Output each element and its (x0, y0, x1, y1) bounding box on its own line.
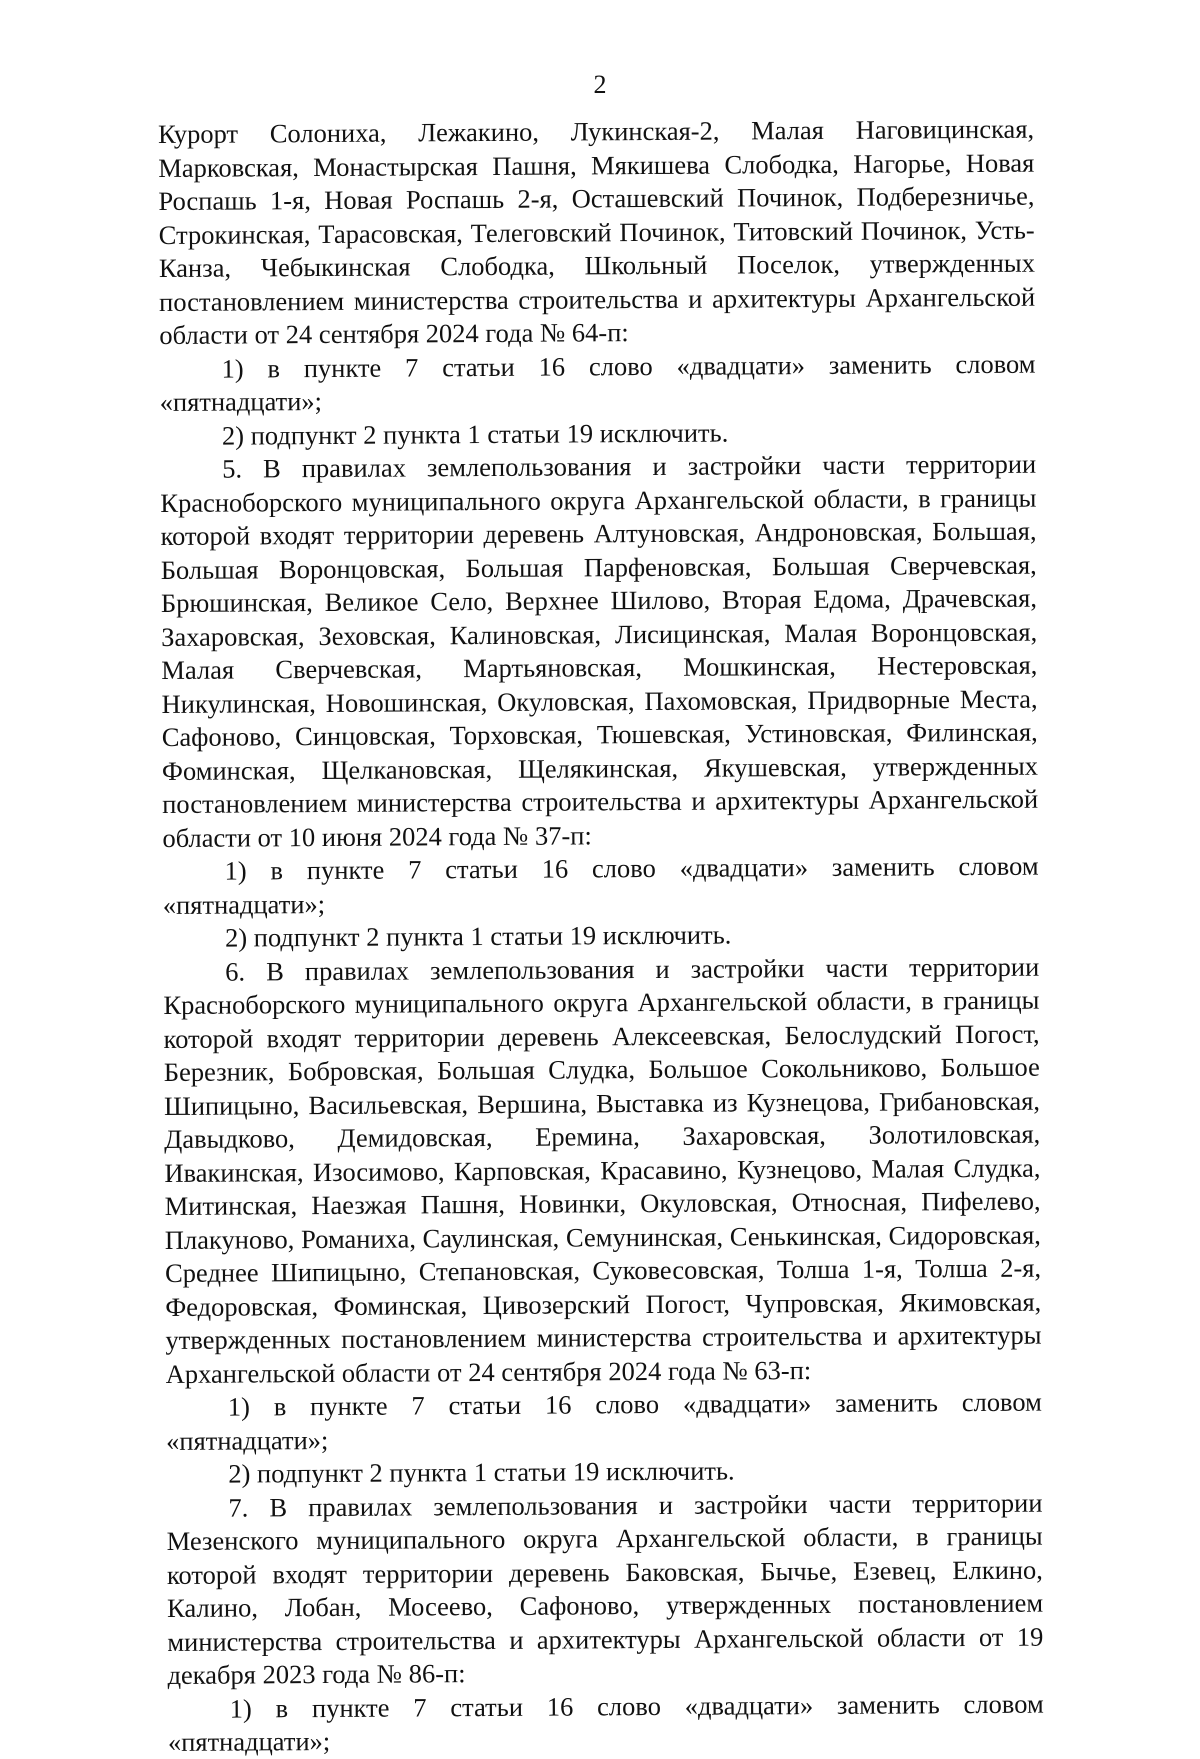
paragraph-section-5: 5. В правилах землепользования и застройки части территории Красноборского муниципального округа Архангельской области, в границы которой входят территории деревень Алтуновская, Андроновская, Большая, Большая Воронцовская, Большая Парфеновская, Большая Сверчевская, Брюшинская, Великое Село, Верхнее Шилово, Вторая Едома, Драчевская, Захаровская, Зеховская, Калиновская, Лисицинская, Малая Воронцовская, Малая Сверчевская, Мартьяновская, Мошкинская, Нестеровская, Никулинская, Новошинская, Окуловская, Пахомовская, Придворные Места, Сафоново, Синцовская, Торховская, Тюшевская, Устиновская, Филинская, Фоминская, Щелкановская, Щелякинская, Якушевская, утвержденных постановлением министерства строительства и архитектуры Архангельской области от 10 июня 2024 года № 37-п: (160, 448, 1039, 853)
paragraph-section-6: 6. В правилах землепользования и застройки части территории Красноборского муниципального округа Архангельской области, в границы которой входят территории деревень Алексеевская, Белослудский Погост, Березник, Бобровская, Большая Слудка, Большое Сокольниково, Большое Шипицыно, Васильевская, Вершина, Выставка из Кузнецова, Грибановская, Давыдково, Демидовская, Еремина, Захаровская, Золотиловская, Ивакинская, Изосимово, Карповская, Красавино, Кузнецово, Малая Слудка, Митинская, Наезжая Пашня, Новинки, Окуловская, Относная, Пифелево, Плакуново, Романиха, Саулинская, Семунинская, Сенькинская, Сидоровская, Среднее Шипицыно, Степановская, Суковесовская, Толша 1-я, Толша 2-я, Федоровская, Фоминская, Цивозерский Погост, Чупровская, Якимовская, утвержденных постановлением министерства строительства и архитектуры Архангельской области от 24 сентября 2024 года № 63-п: (163, 951, 1042, 1389)
paragraph-item-2: 2) подпункт 2 пункта 1 статьи 19 исключить. (228, 1455, 735, 1489)
paragraph-item-2: 2) подпункт 2 пункта 1 статьи 19 исключить. (224, 919, 732, 953)
page-number: 2 (593, 70, 607, 99)
paragraph-item-1: 1) в пункте 7 статьи 16 слово «двадцати» заменить словом «пятнадцати»; (159, 348, 1036, 417)
paragraph-item-2: 2) подпункт 2 пункта 1 статьи 19 исключить. (221, 417, 729, 451)
document-body (158, 113, 1044, 1759)
paragraph-item-1: 1) в пункте 7 статьи 16 слово «двадцати» заменить словом «пятнадцати»; (167, 1688, 1044, 1757)
paragraph-item-1: 1) в пункте 7 статьи 16 слово «двадцати» заменить словом «пятнадцати»; (165, 1386, 1042, 1456)
paragraph-item-1: 1) в пункте 7 статьи 16 слово «двадцати» заменить словом «пятнадцати»; (162, 850, 1039, 920)
paragraph-continuation: Курорт Солониха, Лежакино, Лукинская-2, Малая Наговицинская, Марковская, Монастырская Пашня, Мякишева Слободка, Нагорье, Новая Роспашь 1-я, Новая Роспашь 2-я, Осташевский Починок, Подберезничье, Строкинская, Тарасовская, Телеговский Починок, Титовский Починок, Усть-Канза, Чебыкинская Слободка, Школьный Поселок, утвержденных постановлением министерства строительства и архитектуры Архангельской области от 24 сентября 2024 года № 64-п: (158, 113, 1036, 350)
paragraph-section-7: 7. В правилах землепользования и застройки части территории Мезенского муниципального округа Архангельской области, в границы которой входят территории деревень Баковская, Бычье, Езевец, Елкино, Калино, Лобан, Мосеево, Сафоново, утвержденных постановлением министерства строительства и архитектуры Архангельской области от 19 декабря 2023 года № 86-п: (166, 1487, 1044, 1690)
